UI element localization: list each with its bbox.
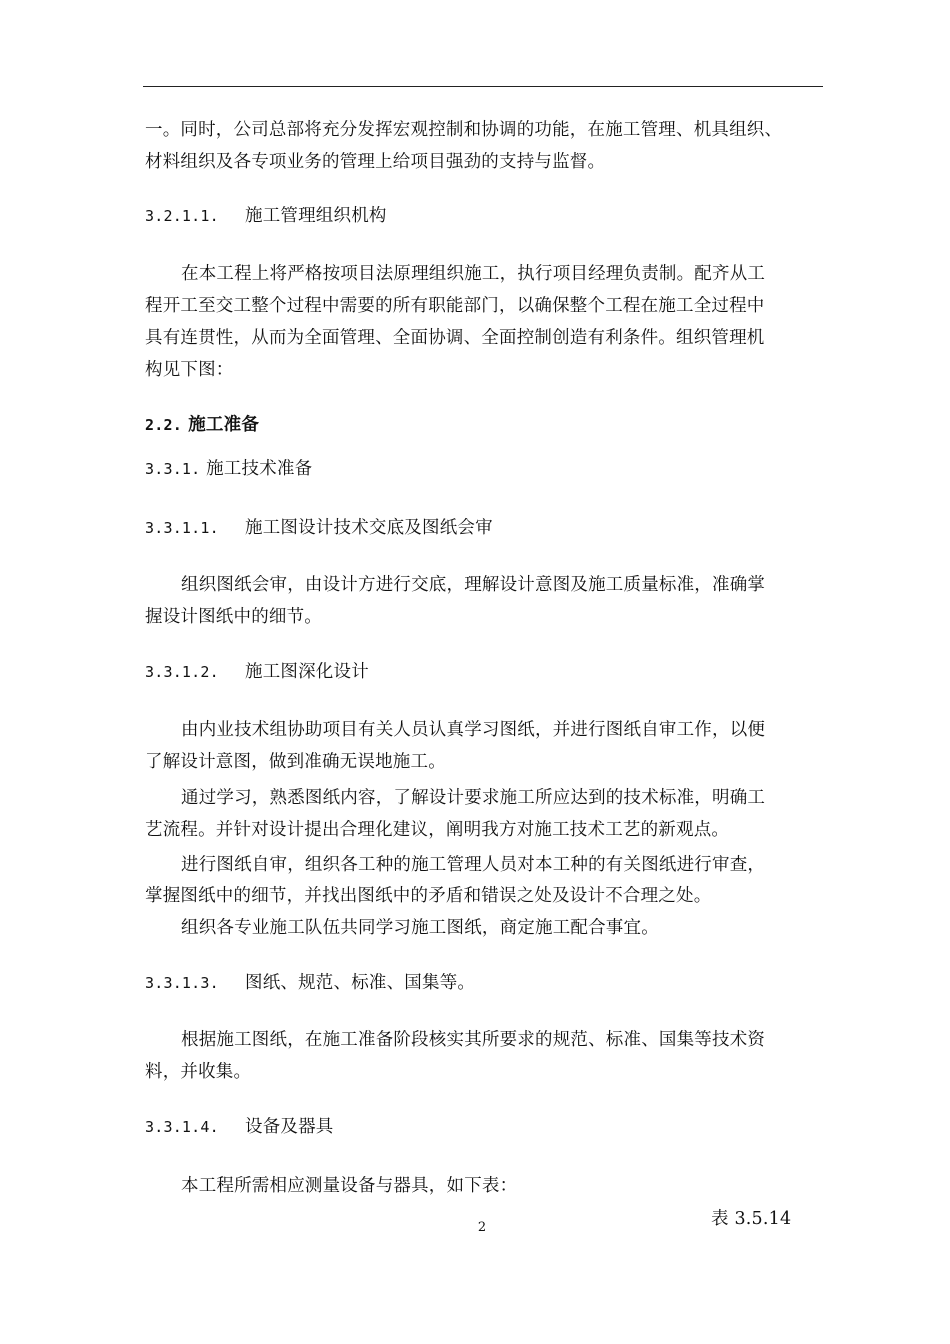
- paragraph-line: 了解设计意图，做到准确无误地施工。: [145, 752, 446, 772]
- paragraph-line: 在本工程上将严格按项目法原理组织施工，执行项目经理负责制。配齐从工: [181, 264, 766, 284]
- section-heading-3-3-1-2: [145, 660, 369, 684]
- paragraph-line: 组织图纸会审，由设计方进行交底，理解设计意图及施工质量标准，准确掌: [181, 575, 766, 595]
- paragraph-line: 由内业技术组协助项目有关人员认真学习图纸，并进行图纸自审工作，以便: [181, 720, 766, 740]
- paragraph-line: 料，并收集。: [145, 1062, 252, 1082]
- section-number: 3.3.1.: [145, 460, 201, 478]
- section-title: 施工图设计技术交底及图纸会审: [245, 518, 493, 538]
- section-title: 图纸、规范、标准、国集等。: [245, 973, 476, 993]
- section-title: 施工图深化设计: [245, 662, 369, 682]
- section-number: 3.3.1.2.: [145, 663, 219, 681]
- paragraph-line: 构见下图：: [145, 360, 234, 380]
- section-heading-3-2-1-1: [145, 204, 387, 228]
- paragraph-line: 组织各专业施工队伍共同学习施工图纸，商定施工配合事宜。: [181, 918, 659, 938]
- paragraph-line: 本工程所需相应测量设备与器具，如下表：: [181, 1176, 518, 1196]
- section-heading-3-3-1-1: [145, 516, 493, 540]
- paragraph-line: 握设计图纸中的细节。: [145, 607, 322, 627]
- section-title: 施工技术准备: [206, 459, 313, 479]
- section-heading-3-3-1: [145, 457, 312, 481]
- paragraph-line: 材料组织及各专项业务的管理上给项目强劲的支持与监督。: [145, 152, 606, 172]
- paragraph-line: 程开工至交工整个过程中需要的所有职能部门，以确保整个工程在施工全过程中: [145, 296, 765, 316]
- section-number: 3.3.1.4.: [145, 1118, 219, 1136]
- section-heading-3-3-1-3: [145, 971, 475, 995]
- section-title: 设备及器具: [245, 1117, 334, 1137]
- section-number: 3.3.1.3.: [145, 974, 219, 992]
- section-number: 2.2.: [145, 416, 182, 434]
- paragraph-line: 掌握图纸中的细节，并找出图纸中的矛盾和错误之处及设计不合理之处。: [145, 886, 712, 906]
- paragraph-line: 进行图纸自审，组织各工种的施工管理人员对本工种的有关图纸进行审查，: [181, 855, 766, 875]
- table-caption: 表 3.5.14: [711, 1209, 792, 1229]
- paragraph-line: 艺流程。并针对设计提出合理化建议，阐明我方对施工技术工艺的新观点。: [145, 820, 730, 840]
- page-number: 2: [477, 1220, 487, 1235]
- paragraph-line: 一。同时，公司总部将充分发挥宏观控制和协调的功能，在施工管理、机具组织、: [145, 120, 783, 140]
- paragraph-line: 根据施工图纸，在施工准备阶段核实其所要求的规范、标准、国集等技术资: [181, 1030, 766, 1050]
- paragraph-line: 通过学习，熟悉图纸内容，了解设计要求施工所应达到的技术标准，明确工: [181, 788, 766, 808]
- section-title: 施工管理组织机构: [245, 206, 387, 226]
- section-heading-3-3-1-4: [145, 1115, 334, 1139]
- section-title: 施工准备: [188, 415, 260, 435]
- header-rule: [143, 86, 823, 87]
- paragraph-line: 具有连贯性，从而为全面管理、全面协调、全面控制创造有利条件。组织管理机: [145, 328, 765, 348]
- section-heading-2-2: [145, 413, 259, 437]
- section-number: 3.3.1.1.: [145, 519, 219, 537]
- section-number: 3.2.1.1.: [145, 207, 219, 225]
